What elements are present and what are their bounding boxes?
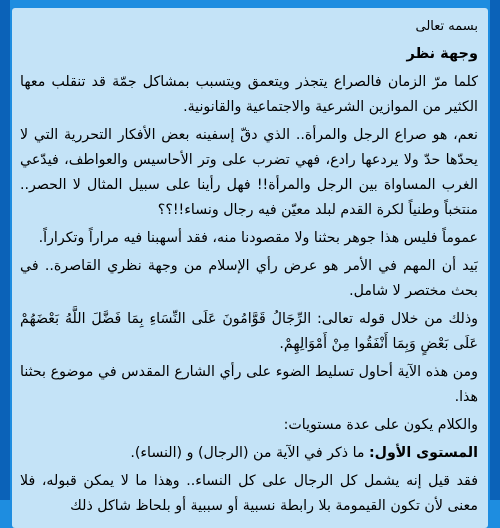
- paragraph-4: بَيد أن المهم في الأمر هو عرض رأي الإسلام من وجهة نظري القاصرة.. في بحث مختصر لا شامل.: [20, 258, 478, 299]
- article-card: [12, 8, 488, 528]
- paragraph-7: والكلام يكون على عدة مستويات:: [283, 417, 478, 433]
- level-one-label: المستوى الأول:: [369, 445, 478, 461]
- level-one-line: [20, 441, 478, 466]
- paragraph-3: عموماً فليس هذا جوهر بحثنا ولا مقصودنا منه، فقد أسهبنا فيه مراراً وتكراراً.: [38, 230, 478, 246]
- level-one-text: ما ذكر في الآية من (الرجال) و (النساء).: [130, 445, 369, 461]
- basmala: بسمه تعالى: [415, 19, 478, 34]
- paragraph-2: نعم، هو صراع الرجل والمرأة.. الذي دقّ إسفينه بعض الأفكار التحررية التي لا يحدّها حدّ ولا يردعها رادع، فهي تضرب على وتر الأحاسيس والعواطف، فيدّعي الغرب المساواة بين الرجل والمرأة!! فهل رأينا على سبيل المثال لا الحصر.. منتخباً وطنياً لكرة القدم لبلد معيّن فيه رجال ونساء!!؟؟: [20, 127, 478, 218]
- left-edge-stripe: [0, 0, 10, 500]
- paragraph-5-quran-verse: وذلك من خلال قوله تعالى: الرِّجَالُ قَوَّامُونَ عَلَى النِّسَاءِ بِمَا فَضَّلَ اللَّهُ بَعْضَهُمْ عَلَى بَعْضٍ وَبِمَا أَنْفَقُوا مِنْ أَمْوَالِهِمْ.: [20, 311, 478, 352]
- paragraph-6: ومن هذه الآية أحاول تسليط الضوء على رأي الشارع المقدس في موضوع بحثنا هذا.: [20, 364, 478, 405]
- right-edge-stripe: [490, 0, 500, 500]
- paragraph-1: كلما مرّ الزمان فالصراع يتجذر ويتعمق ويتسبب بمشاكل جمّة قد تنقلب معها الكثير من الموازين الشرعية والاجتماعية والقانونية.: [20, 74, 478, 115]
- article-title: وجهة نظر: [406, 46, 478, 62]
- last-paragraph: فقد قيل إنه يشمل كل الرجال على كل النساء.. وهذا ما لا يمكن قبوله، فلا معنى لأن تكون القيمومة بلا رابطة نسبية أو سببية أو بلحاظ شاكل ذلك: [20, 473, 478, 514]
